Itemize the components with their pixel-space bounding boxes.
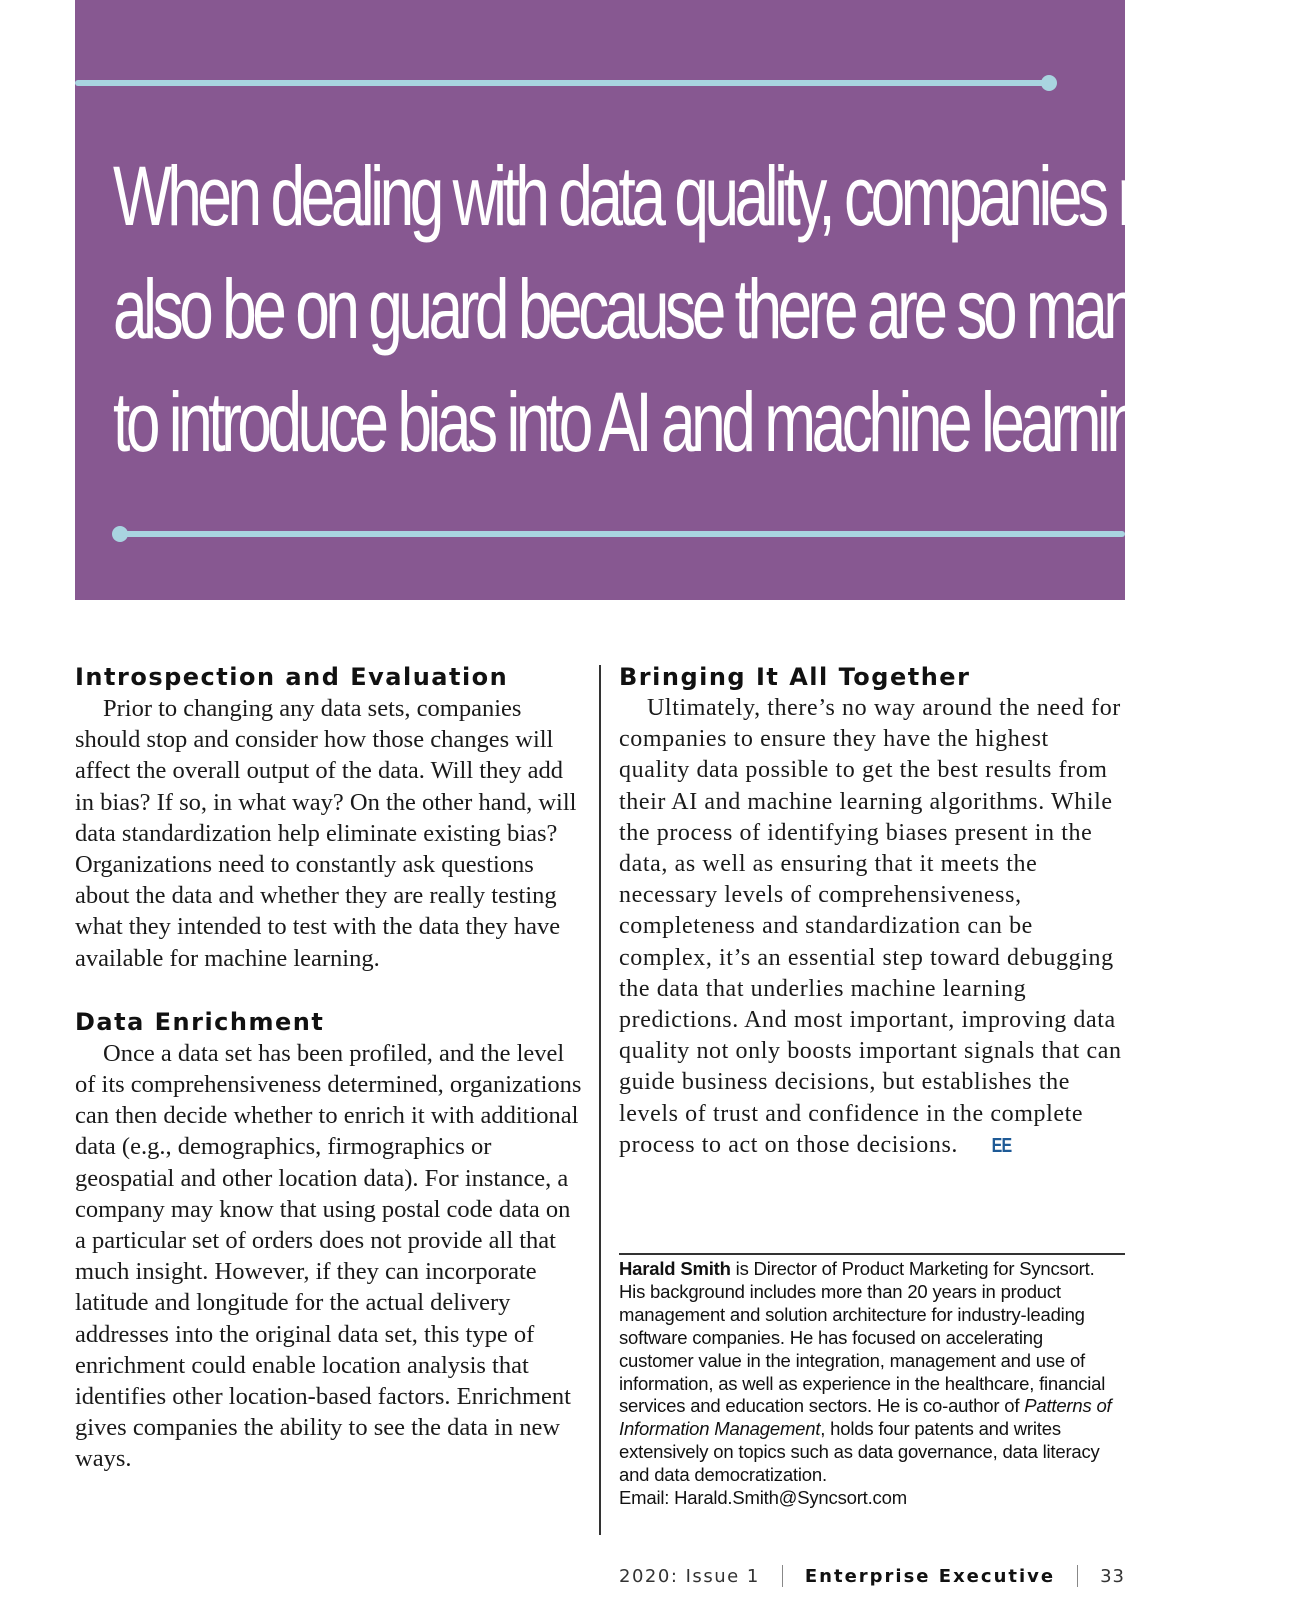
section-heading-together: Bringing It All Together (619, 663, 971, 691)
pull-quote-top-rule-dot (1041, 75, 1057, 91)
book-title: Patterns of Information Management (619, 1395, 1112, 1440)
pull-quote-top-rule (75, 80, 1050, 86)
author-bio-text: is Director of Product Marketing for Syncsort. His background includes more than 20 years in product management and solution architecture for industry-leading software companies. He has focused on accelerating customer value in the integration, management and use of information, as well as experience in the healthcare, financial services and education sectors. He is co-author of (619, 1258, 1106, 1417)
section-body-together (619, 693, 1125, 1162)
footer-separator (782, 1565, 783, 1587)
bio-divider (619, 1253, 1125, 1255)
section-body-introspection: Prior to changing any data sets, companies should stop and consider how those changes will affect the overall output of the data. Will they add in bias? If so, in what way? On the other hand, will data standardization help eliminate existing bias? Organizations need to constantly ask questions about the data and whether they are really testing what they intended to test with the data they have available for machine learning. (75, 695, 577, 972)
author-name: Harald Smith (619, 1258, 731, 1279)
column-divider (599, 665, 601, 1535)
footer-separator (1077, 1565, 1078, 1587)
section-heading-enrichment: Data Enrichment (75, 1007, 325, 1036)
pull-quote-bottom-rule (120, 531, 1125, 537)
pull-quote-line: When dealing with data quality, companies must (113, 149, 1235, 243)
author-bio (619, 1258, 1119, 1510)
pull-quote-box (75, 0, 1297, 600)
left-column (75, 662, 585, 1475)
section-body-together-text: Ultimately, there’s no way around the need for companies to ensure they have the highest quality data possible to get the best results from their AI and machine learning algorithms. While the process of identifying biases present in the data, as well as ensuring that it meets the necessary levels of comprehensiveness, completeness and standardization can be complex, it’s an essential step toward debugging the data that underlies machine learning predictions. And most important, improving data quality not only boosts important signals that can guide business decisions, but establishes the levels of trust and confidence in the complete process to act on those decisions. (619, 695, 1122, 1158)
page-footer (619, 1565, 1125, 1587)
page-number: 33 (1100, 1565, 1125, 1587)
pull-quote-line: to introduce bias into AI and machine learning. (113, 375, 1180, 469)
pull-quote-text (113, 140, 1297, 479)
footer-issue: 2020: Issue 1 (619, 1565, 760, 1587)
end-mark-logo: EE (991, 1134, 1012, 1157)
section-heading-introspection: Introspection and Evaluation (75, 663, 509, 691)
right-column (619, 662, 1125, 1162)
section-body-enrichment: Once a data set has been profiled, and the level of its comprehensiveness determined, organizations can then decide whether to enrich it with additional data (e.g., demographics, firmographics or geospatial and other location data). For instance, a company may know that using postal code data on a particular set of orders does not provide all that much insight. However, if they can incorporate latitude and longitude for the actual delivery addresses into the original data set, this type of enrichment could enable location analysis that identifies other location-based factors. Enrichment gives companies the ability to see the data in new ways. (75, 1039, 582, 1473)
author-email[interactable]: Email: Harald.Smith@Syncsort.com (619, 1487, 907, 1509)
pull-quote-line: also be on guard because there are so many ways (113, 262, 1297, 356)
author-bio-text-end: , holds four patents and writes extensively on topics such as data governance, data literacy and data democratization. (619, 1418, 1100, 1486)
footer-magazine-name: Enterprise Executive (804, 1565, 1056, 1587)
